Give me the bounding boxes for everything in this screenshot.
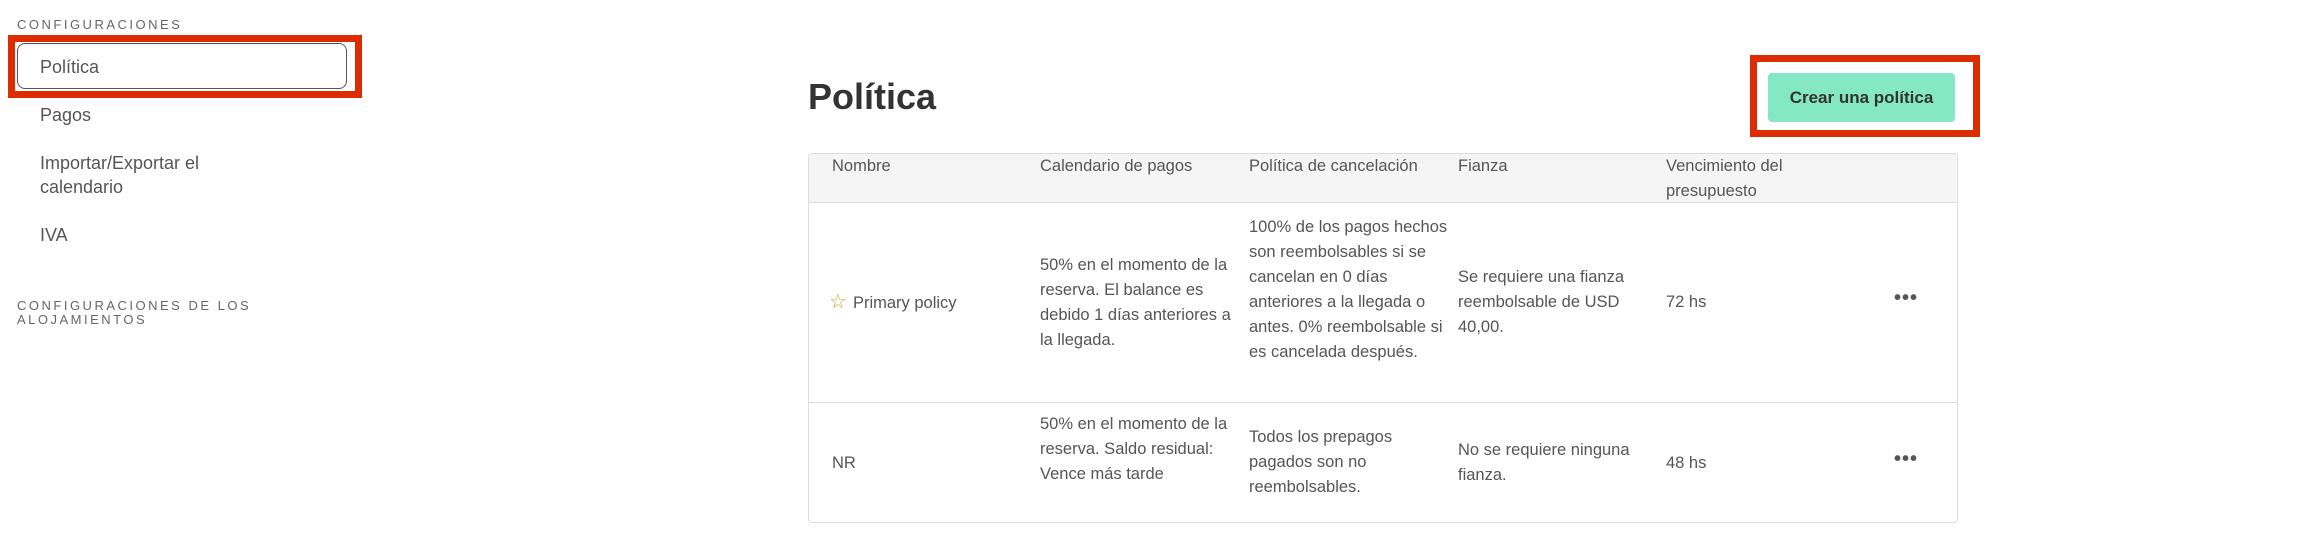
policy-name-text: Primary policy — [852, 294, 957, 312]
cancellation-policy: 100% de los pagos hechos son reembolsables si se cancelan en 0 días anteriores a la llegada o antes. 0% reembolsable si es cancelada después. — [1249, 218, 1448, 361]
sidebar-item-politica[interactable]: Política — [40, 57, 100, 77]
create-policy-button[interactable]: Crear una política — [1768, 73, 1955, 122]
deposit: Se requiere una fianza reembolsable de USD 40,00. — [1458, 268, 1625, 336]
deposit: No se requiere ninguna fianza. — [1458, 441, 1630, 484]
page-title: Política — [808, 76, 937, 117]
column-header-calendario: Calendario de pagos — [1040, 157, 1193, 175]
table-header — [809, 154, 1957, 203]
column-header-vencimiento: Vencimiento del presupuesto — [1666, 157, 1783, 200]
section-header-configuraciones: CONFIGURACIONES — [17, 17, 183, 32]
star-icon[interactable]: ☆ — [829, 291, 847, 313]
column-header-cancelacion: Política de cancelación — [1249, 157, 1418, 175]
table-row[interactable] — [809, 403, 1957, 523]
policy-name — [829, 290, 957, 316]
sidebar-item-pagos[interactable]: Pagos — [40, 105, 92, 125]
quote-expiry: 72 hs — [1666, 293, 1707, 311]
more-options-icon[interactable]: ••• — [1894, 448, 1919, 470]
cancellation-policy: Todos los prepagos pagados son no reembolsables. — [1249, 428, 1393, 496]
payment-schedule: 50% en el momento de la reserva. El balance es debido 1 días anteriores a la llegada. — [1040, 256, 1231, 349]
more-options-icon[interactable]: ••• — [1894, 287, 1919, 309]
policy-table — [808, 153, 1958, 523]
column-header-fianza: Fianza — [1458, 157, 1508, 175]
policy-name: NR — [832, 454, 856, 472]
column-header-nombre: Nombre — [832, 157, 891, 175]
sidebar-item-iva[interactable]: IVA — [40, 225, 68, 245]
quote-expiry: 48 hs — [1666, 454, 1707, 472]
section-header-alojamientos: CONFIGURACIONES DE LOS ALOJAMIENTOS — [17, 298, 252, 327]
table-row[interactable] — [809, 203, 1957, 403]
payment-schedule: 50% en el momento de la reserva. Saldo residual: Vence más tarde — [1040, 415, 1228, 483]
sidebar-item-importar-exportar[interactable]: Importar/Exportar el calendario — [40, 153, 200, 197]
